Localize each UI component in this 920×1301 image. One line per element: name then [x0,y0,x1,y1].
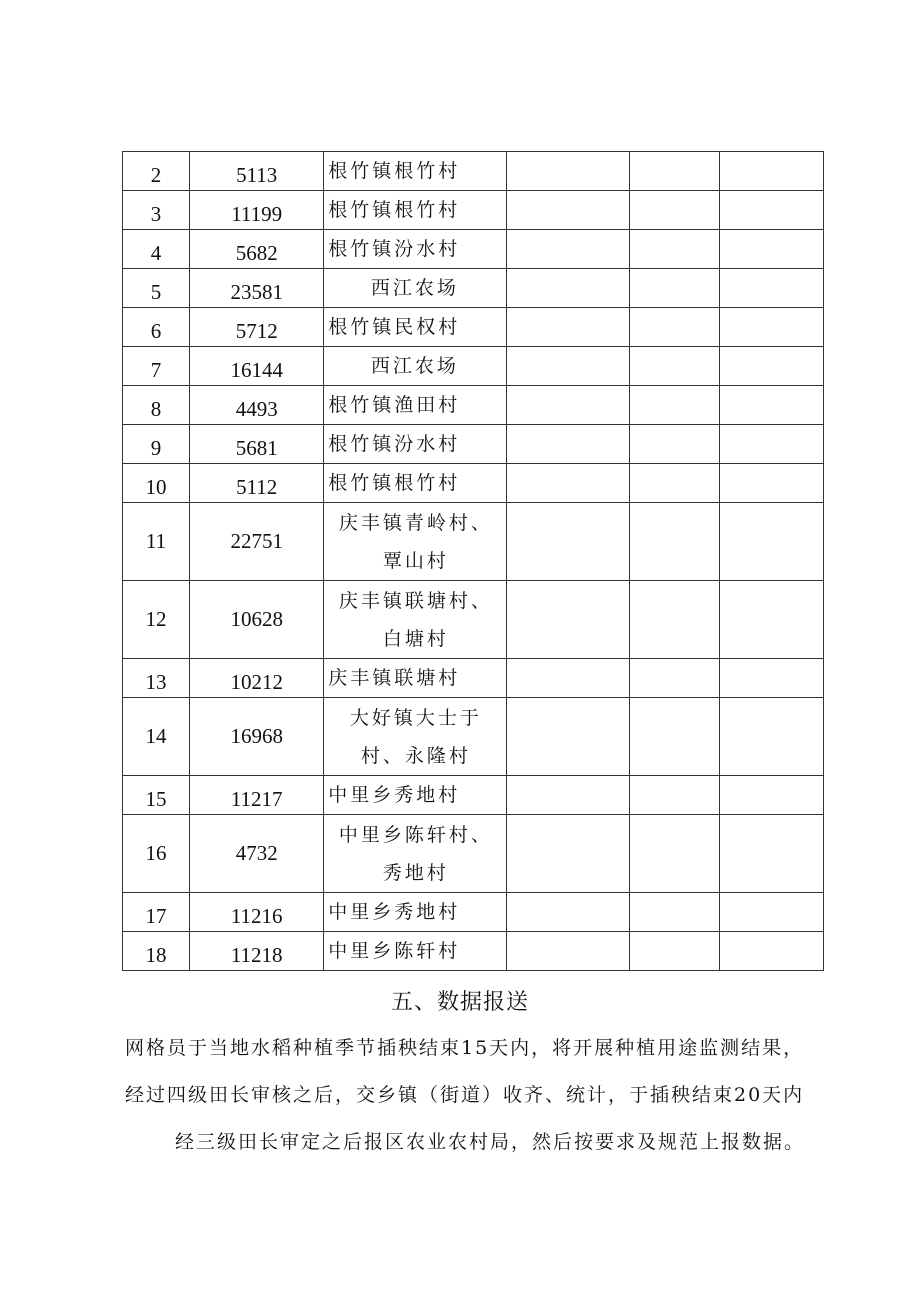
location-text: 庆丰镇青岭村、覃山村 [338,512,493,572]
location-text: 根竹镇根竹村 [328,160,461,182]
empty-cell [719,308,823,347]
empty-cell [629,815,719,893]
empty-cell [719,932,823,971]
empty-cell [506,932,629,971]
row-number-cell: 17 [123,893,190,932]
row-number-cell: 14 [123,698,190,776]
location-cell [324,269,506,308]
table-row [123,308,824,347]
empty-cell [719,503,823,581]
empty-cell [506,893,629,932]
location-text: 大好镇大士于村、永隆村 [349,707,482,767]
empty-cell [719,347,823,386]
table-row [123,386,824,425]
empty-cell [506,464,629,503]
empty-cell [506,776,629,815]
empty-cell [506,269,629,308]
plot-code-cell: 10212 [190,659,324,698]
table-row [123,425,824,464]
plot-code-cell: 16144 [190,347,324,386]
row-number-cell: 9 [123,425,190,464]
empty-cell [629,152,719,191]
location-cell [324,464,506,503]
empty-cell [719,698,823,776]
table-row [123,581,824,659]
empty-cell [629,698,719,776]
location-cell [324,776,506,815]
row-number-cell: 11 [123,503,190,581]
empty-cell [506,230,629,269]
row-number-cell: 16 [123,815,190,893]
row-number-cell: 10 [123,464,190,503]
paragraph-line-3: 经三级田长审定之后报区农业农村局，然后按要求及规范上报数据。 [175,1131,806,1153]
location-cell [324,659,506,698]
empty-cell [506,659,629,698]
plot-code-cell: 5112 [190,464,324,503]
empty-cell [629,503,719,581]
empty-cell [506,347,629,386]
row-number-cell: 5 [123,269,190,308]
location-text: 庆丰镇联塘村、白塘村 [338,590,493,650]
row-number-cell: 3 [123,191,190,230]
plot-code-cell: 5712 [190,308,324,347]
table-row [123,464,824,503]
empty-cell [719,815,823,893]
empty-cell [506,386,629,425]
empty-cell [719,386,823,425]
empty-cell [719,464,823,503]
empty-cell [506,152,629,191]
row-number-cell: 7 [123,347,190,386]
row-number-cell: 2 [123,152,190,191]
location-cell [324,425,506,464]
table-row [123,152,824,191]
table-row [123,893,824,932]
empty-cell [629,308,719,347]
empty-cell [719,776,823,815]
empty-cell [719,191,823,230]
location-cell [324,698,506,776]
empty-cell [719,425,823,464]
row-number-cell: 15 [123,776,190,815]
location-text: 中里乡秀地村 [328,784,461,806]
location-cell [324,893,506,932]
plot-code-cell: 11217 [190,776,324,815]
empty-cell [506,308,629,347]
empty-cell [629,464,719,503]
table-row [123,230,824,269]
row-number-cell: 4 [123,230,190,269]
location-cell [324,191,506,230]
plot-code-cell: 4732 [190,815,324,893]
location-cell [324,347,506,386]
empty-cell [629,386,719,425]
empty-cell [506,698,629,776]
location-cell [324,386,506,425]
empty-cell [629,347,719,386]
row-number-cell: 13 [123,659,190,698]
plot-code-cell: 5113 [190,152,324,191]
table-row [123,503,824,581]
location-text: 西江农场 [370,355,459,377]
empty-cell [629,659,719,698]
location-text: 根竹镇根竹村 [328,199,461,221]
location-cell [324,152,506,191]
table-row [123,815,824,893]
empty-cell [506,191,629,230]
empty-cell [629,269,719,308]
location-text: 中里乡秀地村 [328,901,461,923]
empty-cell [719,269,823,308]
paragraph-line-2: 经过四级田长审核之后，交乡镇（街道）收齐、统计，于插秧结束20天内 [125,1084,805,1106]
location-text: 中里乡陈轩村、秀地村 [338,824,493,884]
table-row [123,698,824,776]
location-text: 庆丰镇联塘村 [328,667,461,689]
row-number-cell: 12 [123,581,190,659]
location-cell [324,932,506,971]
row-number-cell: 6 [123,308,190,347]
empty-cell [506,581,629,659]
plot-code-cell: 11199 [190,191,324,230]
location-text: 根竹镇民权村 [328,316,461,338]
empty-cell [506,503,629,581]
location-text: 根竹镇汾水村 [328,433,461,455]
plot-code-cell: 11218 [190,932,324,971]
location-text: 根竹镇根竹村 [328,472,461,494]
empty-cell [506,425,629,464]
section-title: 五、数据报送 [390,990,529,1015]
plot-code-cell: 22751 [190,503,324,581]
empty-cell [719,893,823,932]
plot-code-cell: 23581 [190,269,324,308]
location-cell [324,581,506,659]
paragraph-line-1: 网格员于当地水稻种植季节插秧结束15天内，将开展种植用途监测结果， [125,1037,805,1059]
table-row [123,347,824,386]
empty-cell [506,815,629,893]
location-text: 西江农场 [370,277,459,299]
row-number-cell: 8 [123,386,190,425]
empty-cell [629,191,719,230]
plot-code-cell: 5682 [190,230,324,269]
location-cell [324,503,506,581]
empty-cell [719,152,823,191]
table-body [123,152,824,971]
empty-cell [719,230,823,269]
table-row [123,932,824,971]
table-row [123,191,824,230]
plot-code-cell: 10628 [190,581,324,659]
empty-cell [719,581,823,659]
empty-cell [629,932,719,971]
empty-cell [629,425,719,464]
location-text: 中里乡陈轩村 [328,940,461,962]
location-cell [324,308,506,347]
location-text: 根竹镇渔田村 [328,394,461,416]
empty-cell [719,659,823,698]
data-table [122,151,824,971]
location-text: 根竹镇汾水村 [328,238,461,260]
empty-cell [629,230,719,269]
plot-code-cell: 5681 [190,425,324,464]
table-row [123,269,824,308]
plot-code-cell: 4493 [190,386,324,425]
empty-cell [629,776,719,815]
plot-code-cell: 16968 [190,698,324,776]
empty-cell [629,581,719,659]
location-cell [324,230,506,269]
plot-code-cell: 11216 [190,893,324,932]
table-row [123,776,824,815]
table-row [123,659,824,698]
empty-cell [629,893,719,932]
location-cell [324,815,506,893]
row-number-cell: 18 [123,932,190,971]
